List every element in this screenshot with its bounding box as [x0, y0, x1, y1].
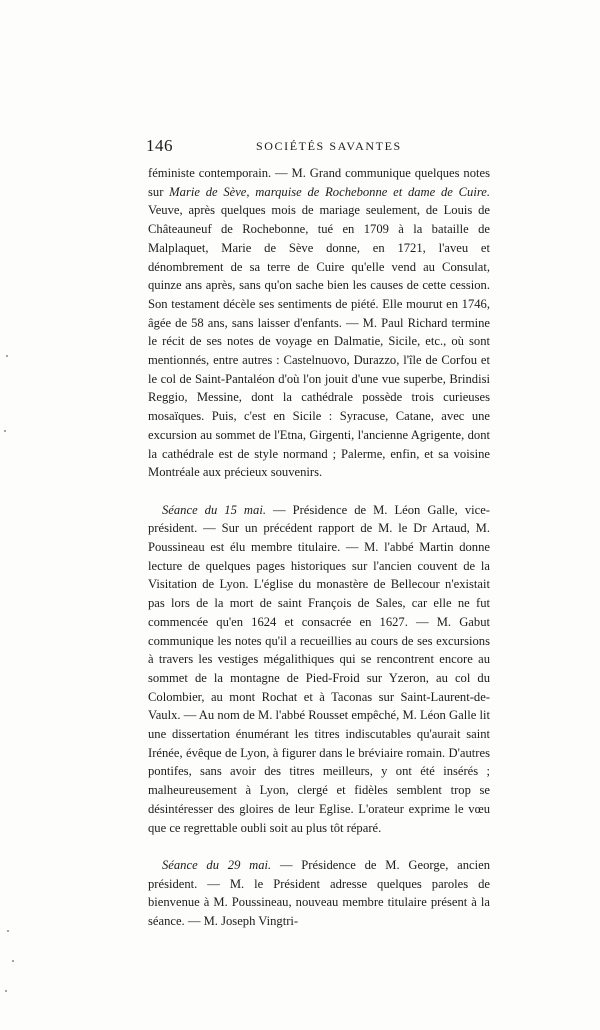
paragraph-seance-29-mai	[148, 856, 490, 931]
text-segment: féministe contemporain. — M. Grand communique quelques notes sur	[148, 166, 490, 199]
text-segment: — Présidence de M. George, ancien président. — M. le Président adresse quelques paroles de bienvenue à M. Poussineau, nouveau membre titulaire présent à la séance. — M. Joseph Vingtri-	[148, 857, 490, 929]
page-number: 146	[146, 136, 173, 155]
paragraph-seance-15-mai	[148, 501, 490, 838]
section-title: SOCIÉTÉS SAVANTES	[256, 139, 402, 153]
scan-speck	[7, 930, 9, 932]
scan-speck	[5, 990, 7, 992]
scan-speck	[6, 355, 8, 357]
text-segment: Veuve, après quelques mois de mariage seulement, de Louis de Châteauneuf de Rochebonne, tué en 1709 à la bataille de Malplaquet, Marie de Sève donne, en 1721, l'aveu et dénombrement de sa terre de Cuire qu'elle vend au Consulat, quinze ans après, sans qu'on sache bien les causes de cette cession. Son testament décèle ses sentiments de piété. Elle mourut en 1746, âgée de 58 ans, sans laisser d'enfants. — M. Paul Richard termine le récit de ses notes de voyage en Dalmatie, Sicile, etc., où sont mentionnés, entre autres : Castelnuovo, Durazzo, l'île de Corfou et le col de Saint-Pantaléon d'où l'on jouit d'une vue superbe, Brindisi Reggio, Messine, dont la cathédrale possède trois curieuses mosaïques. Puis, c'est en Sicile : Syracuse, Catane, avec une excursion au sommet de l'Etna, Girgenti, l'ancienne Agrigente, dont la cathédrale est de style normand ; Palerme, enfin, et sa voisine Montréale aux précieux souvenirs.	[148, 203, 490, 480]
running-head	[146, 136, 490, 156]
italic-title: Marie de Sève, marquise de Rochebonne et dame de Cuire.	[169, 184, 490, 199]
session-heading: Séance du 29 mai.	[162, 857, 272, 872]
session-heading: Séance du 15 mai.	[162, 502, 266, 517]
scan-speck	[12, 960, 14, 962]
text-segment: — Présidence de M. Léon Galle, vice-président. — Sur un précédent rapport de M. le Dr Artaud, M. Poussineau est élu membre titulaire. — M. l'abbé Martin donne lecture de quelques pages historiques sur l'ancien couvent de la Visitation de Lyon. L'église du monastère de Bellecour n'existait pas lors de la mort de saint François de Sales, car elle ne fut commencée qu'en 1624 et consacrée en 1627. — M. Gabut communique les notes qu'il a recueillies au cours de ses excursions à travers les vestiges mégalithiques qui se rencontrent encore au sommet de la montagne de Pied-Froid sur Yzeron, au col du Colombier, au mont Rochat et à Taconas sur Saint-Laurent-de-Vaulx. — Au nom de M. l'abbé Rousset empêché, M. Léon Galle lit une dissertation énumérant les titres indiscutables qu'aurait saint Irénée, évêque de Lyon, à figurer dans le bréviaire romain. D'autres pontifes, sans avoir des titres meilleurs, y ont été insérés ; malheureusement à Lyon, clergé et fidèles semblent trop se désintéresser des gloires de leur Eglise. L'orateur exprime le vœu que ce regrettable oubli soit au plus tôt réparé.	[148, 502, 490, 835]
body-text	[148, 164, 490, 931]
paragraph-1	[148, 164, 490, 482]
scan-speck	[4, 430, 6, 432]
